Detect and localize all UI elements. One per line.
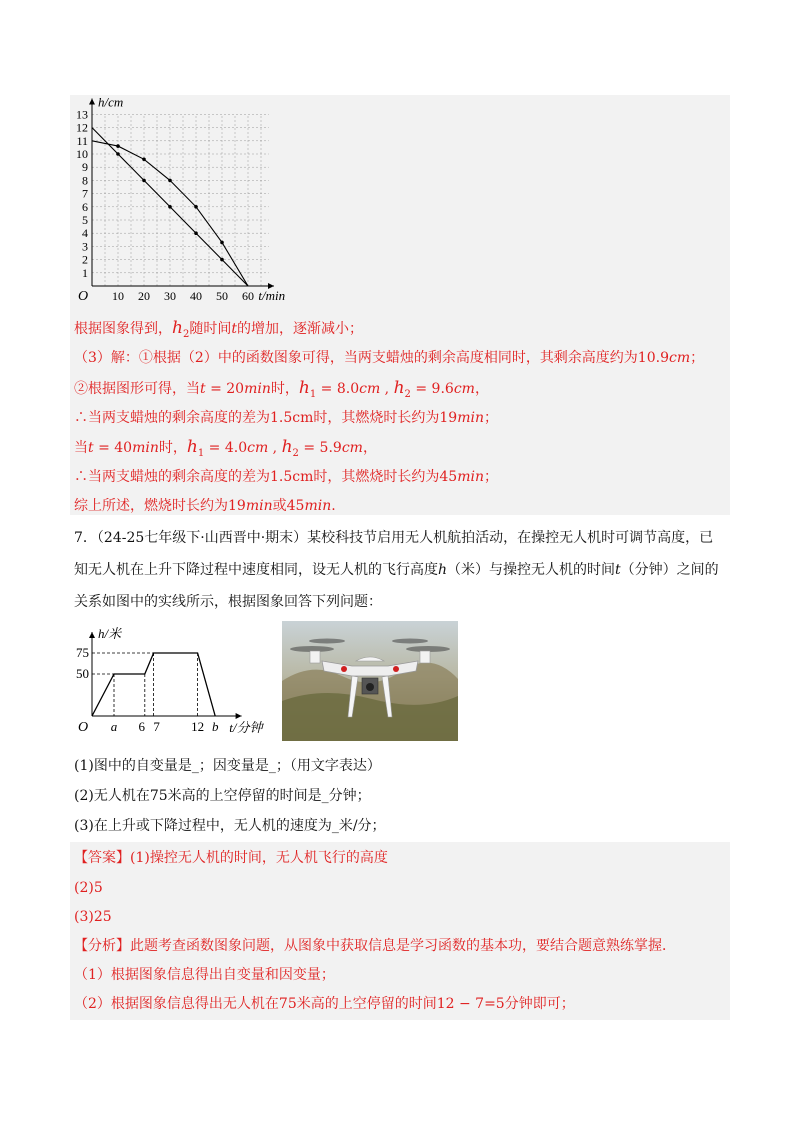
y-axis-label: h/cm xyxy=(98,96,124,110)
data-point xyxy=(194,231,198,235)
chart-grid xyxy=(92,114,269,286)
y-tick-label: 6 xyxy=(82,199,88,214)
x-tick-label: a xyxy=(110,719,118,734)
y-tick-label: 9 xyxy=(82,160,88,175)
x-axis-arrow xyxy=(236,713,242,719)
question-2: (2)无人机在75米高的上空停留的时间是_分钟； xyxy=(74,788,371,804)
data-point xyxy=(168,205,172,209)
y-tick-label: 50 xyxy=(76,666,89,681)
x-tick-label: 10 xyxy=(112,289,124,303)
solution-line-6: ∴当两支蜡烛的剩余高度的差为1.5cm时，其燃烧时长约为45min； xyxy=(74,469,498,485)
drone-height-chart xyxy=(70,616,280,746)
y-tick-label: 8 xyxy=(82,173,88,188)
y-axis-arrow xyxy=(89,632,95,638)
data-point xyxy=(220,258,224,262)
analysis-line: 【分析】此题考查函数图象问题，从图象中获取信息是学习函数的基本功，要结合题意熟练掌握． xyxy=(74,938,676,954)
question-1: (1)图中的自变量是_；因变量是_；（用文字表达） xyxy=(74,758,381,774)
x-tick-label: 12 xyxy=(191,719,205,734)
data-point xyxy=(220,241,224,245)
data-point xyxy=(194,205,198,209)
answer-line-2: (2)5 xyxy=(74,880,103,896)
y-tick-label: 2 xyxy=(82,252,88,267)
data-point xyxy=(116,152,120,156)
y-tick-label: 75 xyxy=(76,645,89,660)
origin-label: O xyxy=(78,289,89,304)
x-tick-label: 20 xyxy=(138,289,150,303)
solution-line-4: ∴当两支蜡烛的剩余高度的差为1.5cm时，其燃烧时长约为19min； xyxy=(74,410,498,426)
y-tick-label: 1 xyxy=(82,265,88,280)
solution-line-5: 当t = 40min时，$h_1 = 4.0cm$ , $h_2 = 5.9cm$， xyxy=(74,437,377,459)
solution-line-2: （3）解：①根据（2）中的函数图象可得，当两支蜡烛的剩余高度相同时，其剩余高度约为10.9cm； xyxy=(74,350,705,366)
y-axis-label: h/米 xyxy=(98,626,122,641)
answer-line-3: (3)25 xyxy=(74,909,112,925)
y-axis-arrow xyxy=(89,99,95,105)
question-3: (3)在上升或下降过程中，无人机的速度为_米/分； xyxy=(74,818,386,834)
candle-height-chart xyxy=(70,96,300,306)
y-tick-label: 12 xyxy=(76,120,88,135)
answer-line-1: 【答案】(1)操控无人机的时间，无人机飞行的高度 xyxy=(74,850,388,866)
y-tick-label: 11 xyxy=(76,133,88,148)
solution-line-7: 综上所述，燃烧时长约为19min或45min. xyxy=(74,498,336,514)
origin-label: O xyxy=(78,720,89,735)
data-point xyxy=(142,179,146,183)
solution-line-3: ②根据图形可得，当t = 20min时，$h_1 = 8.0cm$ , $h_2 = 9.6cm$， xyxy=(74,378,489,400)
x-tick-label: b xyxy=(211,719,219,734)
y-tick-label: 10 xyxy=(76,147,88,161)
problem-line-3: 关系如图中的实线所示，根据图象回答下列问题： xyxy=(74,594,382,610)
y-tick-label: 5 xyxy=(82,213,88,227)
step-line-1: （1）根据图象信息得出自变量和因变量； xyxy=(74,967,335,983)
y-tick-label: 13 xyxy=(76,107,88,122)
x-tick-label: 7 xyxy=(153,719,160,734)
x-tick-label: 60 xyxy=(242,289,254,303)
problem-line-1: 7．（24-25七年级下·山西晋中·期末）某校科技节启用无人机航拍活动，在操控无人机时可调节高度，已 xyxy=(74,530,714,546)
x-tick-label: 6 xyxy=(138,719,146,734)
x-tick-label: 50 xyxy=(216,289,228,303)
x-tick-label: 30 xyxy=(164,289,176,303)
y-tick-label: 7 xyxy=(82,186,88,201)
solution-line-1: 根据图象得到，$h_2$随时间t的增加，逐渐减小； xyxy=(74,318,363,340)
data-point xyxy=(116,144,120,148)
step-line-2: （2）根据图象信息得出无人机在75米高的上空停留的时间12 − 7=5分钟即可； xyxy=(74,996,575,1012)
x-axis-label: t/分钟 xyxy=(229,720,263,735)
data-point xyxy=(142,157,146,161)
x-tick-label: 40 xyxy=(190,289,202,303)
chart-axes xyxy=(89,632,242,719)
drone-photo xyxy=(282,621,458,741)
x-axis-label: t/min xyxy=(258,288,286,303)
y-tick-label: 4 xyxy=(82,226,88,241)
problem-line-2: 知无人机在上升下降过程中速度相同，设无人机的飞行高度h（米）与操控无人机的时间t（分钟）之间的 xyxy=(74,562,719,578)
data-point xyxy=(168,179,172,183)
y-tick-label: 3 xyxy=(82,239,88,254)
